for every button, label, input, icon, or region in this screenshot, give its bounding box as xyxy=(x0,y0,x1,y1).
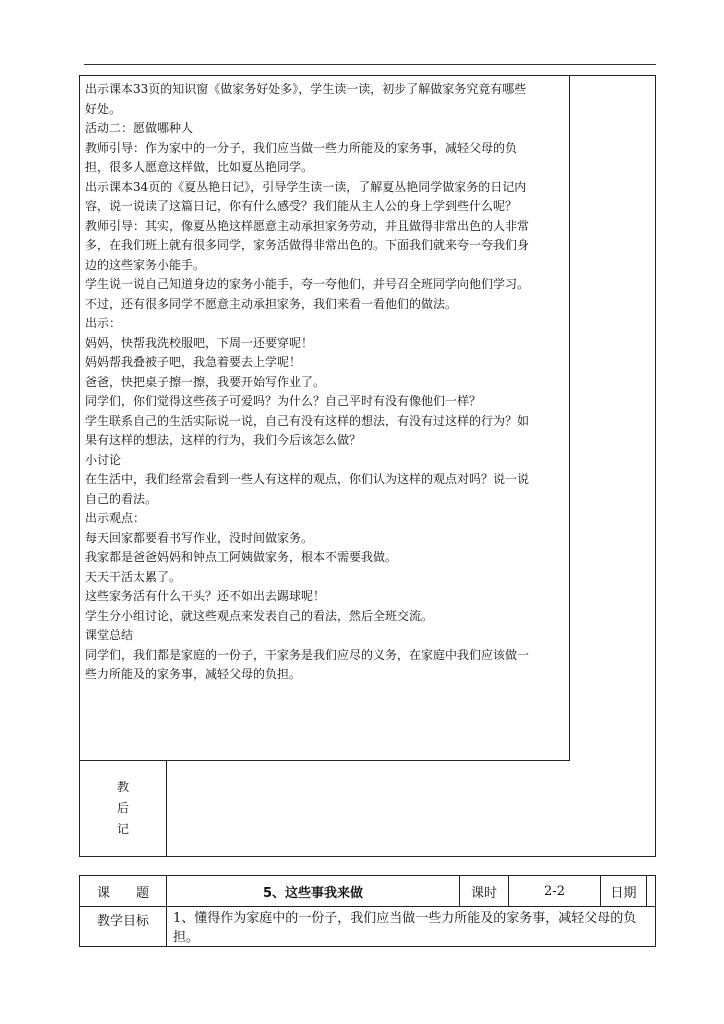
annotation-column xyxy=(570,76,655,761)
content-line: 学生联系自己的生活实际说一说，自己有没有这样的想法，有没有过这样的行为？如 xyxy=(85,413,530,428)
content-line: 容，说一说读了这篇日记，你有什么感受？我们能从主人公的身上学到些什么呢？ xyxy=(85,199,518,213)
goals-text: 1、懂得作为家庭中的一份子，我们应当做一些力所能及的家务事，减轻父母的负担。 xyxy=(173,911,637,945)
content-line: 担，很多人愿意这样做，比如夏丛艳同学。 xyxy=(85,160,314,174)
content-line: 妈妈帮我叠被子吧，我急着要去上学呢！ xyxy=(85,355,302,369)
post-lesson-notes-label xyxy=(80,761,167,856)
lesson-content-cell xyxy=(80,76,570,761)
notes-label-char: 教 xyxy=(116,780,129,794)
content-line: 教师引导：其实，像夏丛艳这样愿意主动承担家务劳动，并且做得非常出色的人非常 xyxy=(85,218,530,233)
content-line: 我家都是爸爸妈妈和钟点工阿姨做家务，根本不需要我做。 xyxy=(85,550,398,564)
content-line: 同学们，你们觉得这些孩子可爱吗？为什么？自己平时有没有像他们一样？ xyxy=(85,394,482,408)
next-lesson-table xyxy=(79,875,656,947)
post-lesson-notes-body xyxy=(167,761,655,856)
content-line: 同学们，我们都是家庭的一份子，干家务是我们应尽的义务，在家庭中我们应该做一 xyxy=(85,647,530,662)
date-label: 日期 xyxy=(601,876,647,906)
content-line: 这些家务活有什么干头？还不如出去踢球呢！ xyxy=(85,589,326,603)
content-line: 些力所能及的家务事，减轻父母的负担。 xyxy=(85,667,302,681)
content-line: 出示观点： xyxy=(85,511,146,525)
content-line: 教师引导：作为家中的一分子，我们应当做一些力所能及的家务事，减轻父母的负 xyxy=(85,140,518,155)
content-line: 好处。 xyxy=(85,101,122,116)
content-line: 边的这些家务小能手。 xyxy=(85,257,206,272)
period-value: 2-2 xyxy=(509,876,601,906)
content-line: 在生活中，我们经常会看到一些人有这样的观点，你们认为这样的观点对吗？说一说 xyxy=(85,472,530,486)
content-line: 出示： xyxy=(85,316,122,330)
topic-label: 课 题 xyxy=(80,876,167,906)
content-line: 果有这样的想法，这样的行为，我们今后该怎么做？ xyxy=(85,433,362,447)
content-line: 多，在我们班上就有很多同学，家务活做得非常出色的。下面我们就来夸一夸我们身 xyxy=(85,238,530,252)
content-line: 课堂总结 xyxy=(85,628,134,642)
content-line: 每天回家都要看书写作业，没时间做家务。 xyxy=(85,530,314,545)
notes-label-char: 记 xyxy=(116,822,129,836)
topic-value: 5、这些事我来做 xyxy=(167,876,460,906)
content-line: 活动二：愿做哪种人 xyxy=(85,121,194,135)
content-line: 爸爸，快把桌子擦一擦，我要开始写作业了。 xyxy=(85,374,326,389)
goals-row xyxy=(80,907,655,946)
content-line: 自己的看法。 xyxy=(85,491,158,506)
notes-label-char: 后 xyxy=(116,801,129,815)
period-label: 课时 xyxy=(460,876,509,906)
content-line: 天天干活太累了。 xyxy=(85,569,182,584)
content-line: 出示课本34页的《夏丛艳日记》，引导学生读一读，了解夏丛艳同学做家务的日记内 xyxy=(85,179,527,194)
goals-label: 教学目标 xyxy=(80,907,167,946)
lesson-plan-table xyxy=(79,75,656,857)
date-value xyxy=(647,876,655,906)
lesson-header-row xyxy=(80,876,655,907)
header-rule xyxy=(84,64,656,65)
content-line: 学生分小组讨论，就这些观点来发表自己的看法，然后全班交流。 xyxy=(85,608,434,623)
content-line: 不过，还有很多同学不愿意主动承担家务，我们来看一看他们的做法。 xyxy=(85,296,458,311)
content-line: 出示课本33页的知识窗《做家务好处多》，学生读一读，初步了解做家务究竟有哪些 xyxy=(85,82,527,96)
content-line: 学生说一说自己知道身边的家务小能手，夸一夸他们，并号召全班同学向他们学习。 xyxy=(85,277,530,291)
content-line: 妈妈，快帮我洗校服吧，下周一还要穿呢！ xyxy=(85,335,314,350)
content-line: 小讨论 xyxy=(85,452,122,467)
